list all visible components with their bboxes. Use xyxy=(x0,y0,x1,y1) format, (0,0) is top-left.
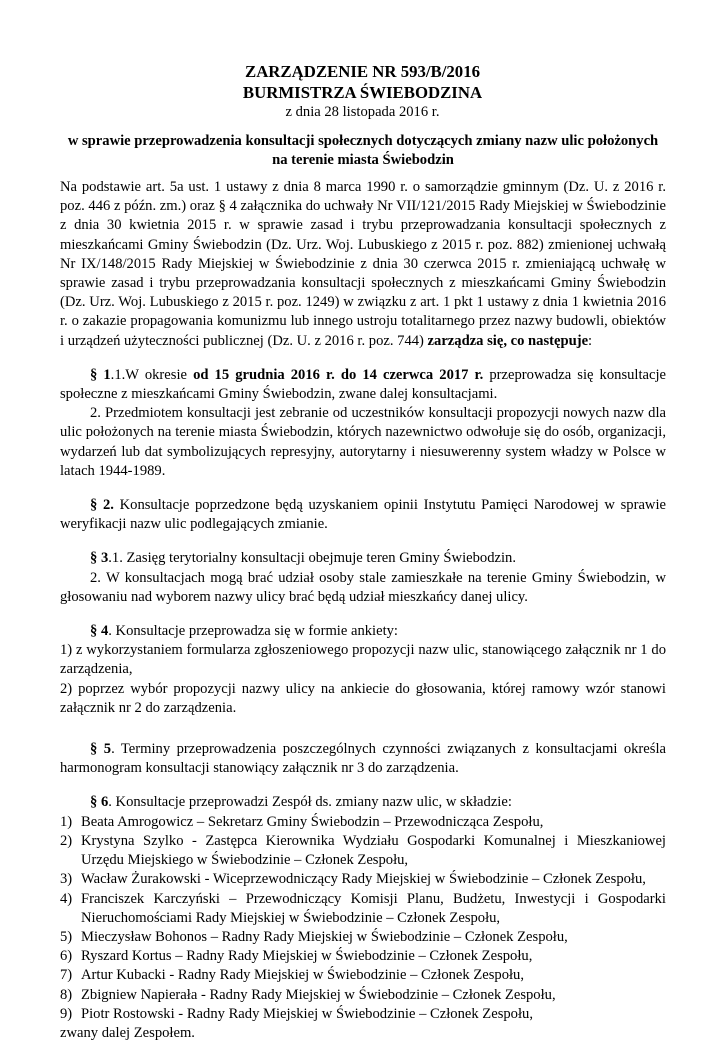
section-2-mark: § 2. xyxy=(90,497,114,514)
list-item-number: 9) xyxy=(60,1005,73,1022)
section-1-mark: § 1 xyxy=(90,366,111,383)
section-4-text: . Konsultacje przeprowadza się w formie ankiety: xyxy=(108,623,398,640)
section-1 xyxy=(60,366,666,481)
list-item-text: Zbigniew Napierała - Radny Rady Miejskiej w Świebodzinie – Członek Zespołu, xyxy=(81,986,556,1003)
section-6-intro xyxy=(60,793,666,812)
list-item-number: 6) xyxy=(60,948,73,965)
list-item xyxy=(60,1005,666,1024)
preamble-colon: : xyxy=(588,332,593,349)
section-6 xyxy=(60,793,666,1043)
document-body xyxy=(60,178,666,1043)
section-3-paragraph-1 xyxy=(60,549,666,568)
list-item xyxy=(60,832,666,870)
section-3 xyxy=(60,549,666,607)
list-item-number: 5) xyxy=(60,928,73,945)
section-4-item-1: 1) z wykorzystaniem formularza zgłoszeniowego propozycji nazw ulic, stanowiącego załącznik nr 1 do zarządzenia, xyxy=(60,642,666,678)
list-item xyxy=(60,813,666,832)
team-members-list xyxy=(60,813,666,1024)
list-item-text: Wacław Żurakowski - Wiceprzewodniczący Rady Miejskiej w Świebodzinie – Członek Zespołu, xyxy=(81,871,646,888)
section-5-paragraph xyxy=(60,740,666,778)
section-4-mark: § 4 xyxy=(90,623,109,640)
list-item-text: Mieczysław Bohonos – Radny Rady Miejskiej w Świebodzinie – Członek Zespołu, xyxy=(81,928,568,945)
section-2 xyxy=(60,496,666,534)
document-header xyxy=(0,62,725,121)
list-item xyxy=(60,928,666,947)
document-issuer: BURMISTRZA ŚWIEBODZINA xyxy=(242,83,483,102)
list-item-number: 8) xyxy=(60,986,73,1003)
list-item-text: Beata Amrogowicz – Sekretarz Gminy Świebodzin – Przewodnicząca Zespołu, xyxy=(81,813,544,830)
section-1-period: od 15 grudnia 2016 r. do 14 czerwca 2017 r. xyxy=(193,366,484,383)
list-item-number: 2) xyxy=(60,832,73,849)
section-1-paragraph-2: 2. Przedmiotem konsultacji jest zebranie od uczestników konsultacji propozycji nowych nazw dla ulic położonych na terenie miasta Świebodzin, których nazewnictwo odwołuje się do osób, organizacji, wydarzeń lub dat symbolizujących represyjny, autorytarny i niesuwerenny system władzy w Polsce w latach 1944-1989. xyxy=(60,405,666,479)
section-1-text-b: przeprowadza się konsultacje społeczne z mieszkańcami Gminy Świebodzin, zwane dalej konsultacjami. xyxy=(60,366,667,403)
section-1-text-a: .1.W okresie xyxy=(110,366,194,383)
list-item-number: 3) xyxy=(60,871,73,888)
section-2-paragraph xyxy=(60,496,666,534)
preamble-closing: zarządza się, co następuje xyxy=(427,332,589,349)
list-item xyxy=(60,870,666,889)
list-item xyxy=(60,890,666,928)
section-4 xyxy=(60,622,666,718)
section-1-paragraph-1 xyxy=(60,366,666,404)
section-6-text: . Konsultacje przeprowadzi Zespół ds. zmiany nazw ulic, w składzie: xyxy=(108,794,512,811)
document-date: z dnia 28 listopada 2016 r. xyxy=(285,104,440,120)
list-item-number: 4) xyxy=(60,890,73,907)
preamble-text: Na podstawie art. 5a ust. 1 ustawy z dnia 8 marca 1990 r. o samorządzie gminnym (Dz. U. z 2016 r. poz. 446 z późn. zm.) oraz § 4 załącznika do uchwały Nr VII/121/2015 Rady Miejskiej w Świebodzinie z dnia 30 kwietnia 2015 r. w sprawie zasad i trybu przeprowadzania konsultacji społecznych z mieszkańcami Gminy Świebodzin (Dz. Urz. Woj. Lubuskiego z 2015 r. poz. 882) zmienionej uchwałą Nr IX/148/2015 Rady Miejskiej w Świebodzinie z dnia 30 czerwca 2015 r. zmieniającą uchwałę w sprawie zasad i trybu przeprowadzania konsultacji społecznych z mieszkańcami Gminy Świebodzin (Dz. Urz. Woj. Lubuskiego z 2015 r. poz. 1249) w związku z art. 1 pkt 1 ustawy z dnia 1 kwietnia 2016 r. o zakazie propagowania komunizmu lub innego ustroju totalitarnego przez nazwy budowli, obiektów i urządzeń użyteczności publicznej (Dz. U. z 2016 r. poz. 744) xyxy=(60,179,666,349)
section-2-text: Konsultacje poprzedzone będą uzyskaniem opinii Instytutu Pamięci Narodowej w sprawie weryfikacji nazw ulic podlegających zmianie. xyxy=(60,497,667,533)
list-item-text: Piotr Rostowski - Radny Rady Miejskiej w Świebodzinie – Członek Zespołu, xyxy=(81,1005,533,1022)
document-title: ZARZĄDZENIE NR 593/B/2016 xyxy=(245,62,480,81)
section-4-intro xyxy=(60,622,666,641)
section-4-item-2: 2) poprzez wybór propozycji nazwy ulicy na ankiecie do głosowania, której ramowy wzór stanowi załącznik nr 2 do zarządzenia. xyxy=(60,680,666,716)
list-item xyxy=(60,986,666,1005)
list-item xyxy=(60,947,666,966)
list-item xyxy=(60,966,666,985)
list-item-text: Ryszard Kortus – Radny Rady Miejskiej w Świebodzinie – Członek Zespołu, xyxy=(81,948,533,965)
document-subject: w sprawie przeprowadzenia konsultacji społecznych dotyczących zmiany nazw ulic położonych na terenie miasta Świebodzin xyxy=(67,133,659,168)
section-5-text: . Terminy przeprowadzenia poszczególnych czynności związanych z konsultacjami określa harmonogram konsultacji stanowiący załącznik nr 3 do zarządzenia. xyxy=(60,741,666,777)
list-item-text: Artur Kubacki - Radny Rady Miejskiej w Świebodzinie – Członek Zespołu, xyxy=(81,967,525,984)
preamble xyxy=(60,178,666,351)
section-6-closing: zwany dalej Zespołem. xyxy=(60,1024,195,1041)
section-5 xyxy=(60,740,666,778)
section-5-mark: § 5 xyxy=(90,741,112,758)
section-3-text: .1. Zasięg terytorialny konsultacji obejmuje teren Gminy Świebodzin. xyxy=(108,550,516,567)
list-item-number: 1) xyxy=(60,813,73,830)
list-item-text: Krystyna Szylko - Zastępca Kierownika Wydziału Gospodarki Komunalnej i Mieszkaniowej Urzędu Miejskiego w Świebodzinie – Członek Zespołu, xyxy=(81,832,666,869)
list-item-text: Franciszek Karczyński – Przewodniczący Komisji Planu, Budżetu, Inwestycji i Gospodarki Nieruchomościami Rady Miejskiej w Świebodzinie – Członek Zespołu, xyxy=(81,890,666,926)
section-3-paragraph-2: 2. W konsultacjach mogą brać udział osoby stale zamieszkałe na terenie Gminy Świebodzin, w głosowaniu nad wyborem nazwy ulicy brać będą udział mieszkańcy danej ulicy. xyxy=(60,569,666,605)
section-6-mark: § 6 xyxy=(90,794,109,811)
list-item-number: 7) xyxy=(60,967,73,984)
section-3-mark: § 3 xyxy=(90,550,109,567)
